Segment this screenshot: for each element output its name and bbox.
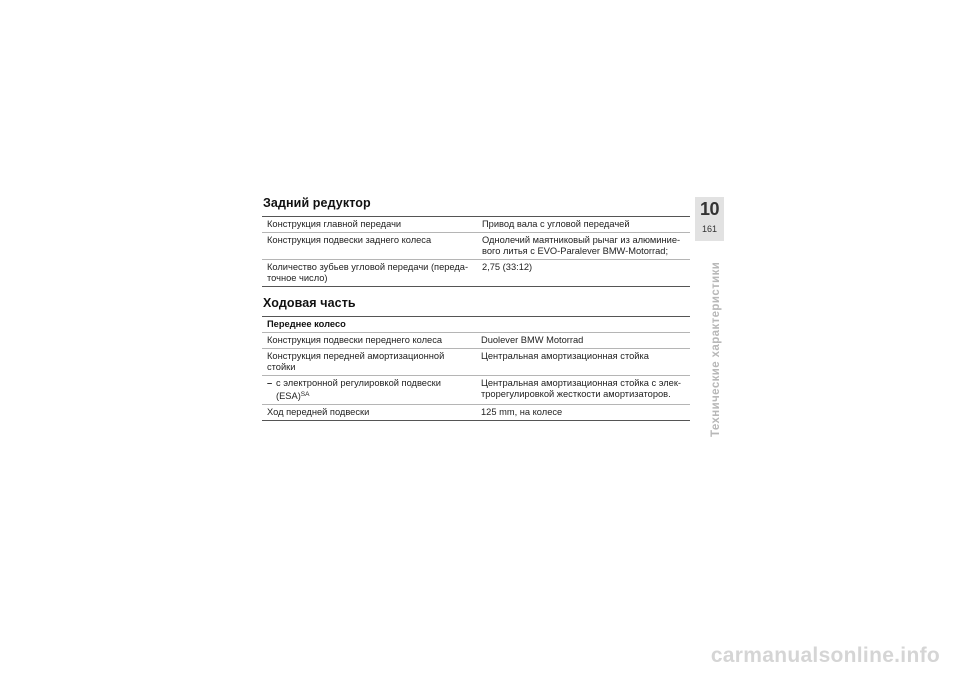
side-chapter-title: Технические характеристики bbox=[710, 261, 722, 437]
row-label: Ход передней подвески bbox=[262, 405, 476, 421]
row-value: 2,75 (33:12) bbox=[477, 260, 690, 287]
table-row bbox=[262, 217, 690, 233]
row-label-esa-text bbox=[267, 389, 309, 402]
row-label-text: с электронной регулировкой подвески bbox=[276, 378, 441, 388]
row-label: Конструкция главной передачи bbox=[267, 219, 402, 229]
row-value: Однолечий маятниковый рычаг из алюминие-вого литья с EVO-Paralever BMW-Motorrad; bbox=[477, 233, 690, 260]
sa-superscript: SA bbox=[300, 391, 310, 398]
page-content bbox=[262, 196, 690, 421]
section-title-rear-drive: Задний редуктор bbox=[263, 196, 371, 210]
table-row bbox=[262, 333, 690, 349]
rear-drive-table bbox=[262, 216, 690, 287]
table-row bbox=[262, 376, 690, 405]
row-value: Привод вала с угловой передачей bbox=[482, 219, 630, 229]
row-value: Duolever BMW Motorrad bbox=[476, 333, 690, 349]
chapter-number: 10 bbox=[699, 199, 720, 219]
chassis-table bbox=[262, 316, 690, 421]
subheading-front-wheel: Переднее колесо bbox=[267, 319, 346, 329]
row-value: Центральная амортизационная стойка с элек-трорегулировкой жесткости амортизаторов. bbox=[476, 376, 690, 405]
row-label: Конструкция подвески переднего колеса bbox=[262, 333, 476, 349]
section-title-chassis: Ходовая часть bbox=[263, 296, 356, 310]
page-number: 161 bbox=[701, 224, 718, 234]
table-row bbox=[262, 349, 690, 376]
table-subheading-row bbox=[262, 317, 690, 333]
esa-abbrev: (ESA) bbox=[276, 391, 301, 401]
row-value: 125 mm, на колесе bbox=[476, 405, 690, 421]
chapter-tab bbox=[695, 197, 724, 241]
table-row bbox=[262, 260, 690, 287]
list-dash: – bbox=[267, 378, 273, 388]
row-label: Конструкция передней амортизационной стойки bbox=[262, 349, 476, 376]
side-title-container bbox=[702, 245, 722, 449]
row-label-esa bbox=[262, 376, 476, 405]
table-row bbox=[262, 405, 690, 421]
row-label: Количество зубьев угловой передачи (переда-точное число) bbox=[262, 260, 477, 287]
row-value: Центральная амортизационная стойка bbox=[476, 349, 690, 376]
watermark: carmanualsonline.info bbox=[710, 644, 940, 667]
table-row bbox=[262, 233, 690, 260]
row-label: Конструкция подвески заднего колеса bbox=[262, 233, 477, 260]
